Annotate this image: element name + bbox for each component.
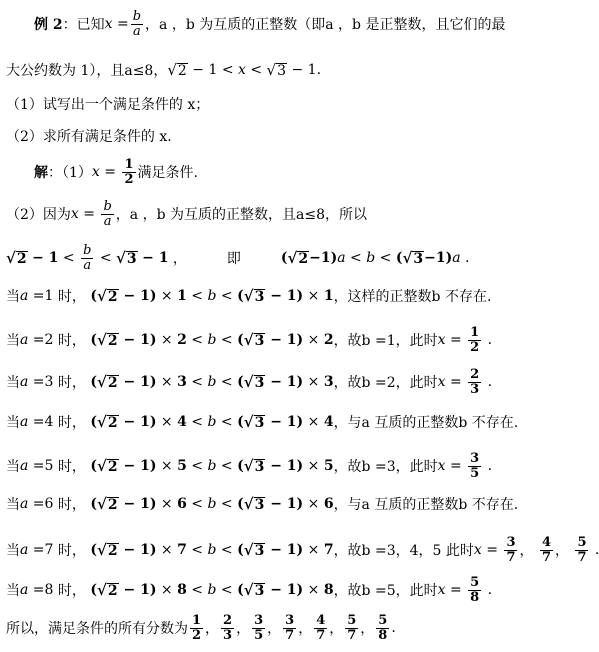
condition-text-2: 大公约数为 1），且a≤8， [6, 63, 168, 79]
sqrt-2: √ 2 [167, 61, 187, 79]
intro-text: 已知 [76, 17, 105, 34]
case-line: 当 a = 1 时， ( √ 2 − 1) × 1 < b < ( √ 3 − 1) × 1 ，这样的正整数b 不存在. [6, 287, 492, 305]
solution-part-1: 解 ：（1） x = $\frac{1}{2}$ 满足条件. [34, 157, 198, 187]
case-result: ，与a 互质的正整数b 不存在. [333, 497, 519, 513]
sqrt-3: √ 3 [266, 61, 287, 79]
case-result: ，故b =2，此时 [333, 375, 438, 392]
case-result: ，故b =5，此时 [333, 583, 438, 600]
problem-line-2: 大公约数为 1），且a≤8， √ 2 − 1 < x < √ 3 − 1 . [6, 61, 322, 79]
case-line: 当 a = 3 时， ( √ 2 − 1) × 3 < b < ( √ 3 − 1) × 3 ，故b =2，此时 x = $\frac{2}{3}$ . [6, 367, 493, 397]
case-line: 当 a = 4 时， ( √ 2 − 1) × 4 < b < ( √ 3 − 1) × 4 ，与a 互质的正整数b 不存在. [6, 413, 519, 431]
colon: ： [62, 17, 77, 34]
case-result: ，这样的正整数b 不存在. [333, 289, 492, 305]
solution-p1-suffix: 满足条件. [137, 165, 198, 182]
question-1: （1）试写出一个满足条件的 x； [6, 97, 210, 113]
case-line: 当 a = 5 时， ( √ 2 − 1) × 5 < b < ( √ 3 − 1) × 5 ，故b =3，此时 x = $\frac{3}{5}$ . [6, 451, 493, 481]
case-result: ，故b =3，4，5 此时 [333, 543, 474, 560]
condition-text-1: ，a ，b 为互质的正整数（即a ，b 是正整数，且它们的最 [145, 17, 506, 34]
var-x: x [104, 16, 113, 33]
conclusion-text: 所以，满足条件的所有分数为 [6, 621, 188, 638]
solution-p2-prefix: （2）因为 [6, 207, 71, 224]
case-line: 当 a = 7 时， ( √ 2 − 1) × 7 < b < ( √ 3 − 1) × 7 ，故b =3，4，5 此时 x = $\frac{3}{7}$ ， $\frac{4}{7}$ ， $\frac{5}{7}$ . [6, 535, 599, 565]
example-label: 例 2 [34, 17, 63, 34]
inequality-line: √ 2 − 1 < $\frac{b}{a}$ < √ 3 − 1 ， 即 ( √ 2 −1) a < b < ( √ 3 −1) a . [6, 243, 470, 273]
solution-p2-mid: ，a ，b 为互质的正整数，且a≤8，所以 [115, 207, 367, 224]
solution-label: 解 [34, 165, 48, 182]
period: . [316, 62, 322, 78]
case-result: ，故b =1，此时 [333, 333, 438, 350]
fraction-one-half: $\frac{1}{2}$ [124, 157, 134, 187]
case-result: ，与a 互质的正整数b 不存在. [333, 415, 519, 431]
ji-text: 即 [226, 251, 241, 268]
solution-part-2: （2）因为 x = $\frac{b}{a}$ ，a ，b 为互质的正整数，且a≤8，所以 [6, 199, 367, 229]
solution-p1-prefix: ：（1） [48, 165, 92, 182]
case-line: 当 a = 8 时， ( √ 2 − 1) × 8 < b < ( √ 3 − 1) × 8 ，故b =5，此时 x = $\frac{5}{8}$ . [6, 575, 493, 605]
question-2: （2）求所有满足条件的 x. [6, 129, 172, 145]
case-line: 当 a = 2 时， ( √ 2 − 1) × 2 < b < ( √ 3 − 1) × 2 ，故b =1，此时 x = $\frac{1}{2}$ . [6, 325, 493, 355]
fraction-b-over-a: $\frac{b}{a}$ [132, 9, 142, 39]
case-line: 当 a = 6 时， ( √ 2 − 1) × 6 < b < ( √ 3 − 1) × 6 ，与a 互质的正整数b 不存在. [6, 495, 519, 513]
problem-line-1: 例 2 ： 已知 x = $\frac{b}{a}$ ，a ，b 为互质的正整数（即a ，b 是正整数，且它们的最 [34, 9, 506, 39]
conclusion-line: 所以，满足条件的所有分数为 $\frac{1}{2}$ ， $\frac{2}{3}$ ， $\frac{3}{5}$ ， $\frac{3}{7}$ ， $\frac{4}{7}$ ， $\frac{5}{7}$ ， $\frac{5}{8}$ . [6, 613, 396, 643]
case-result: ，故b =3，此时 [333, 459, 438, 476]
